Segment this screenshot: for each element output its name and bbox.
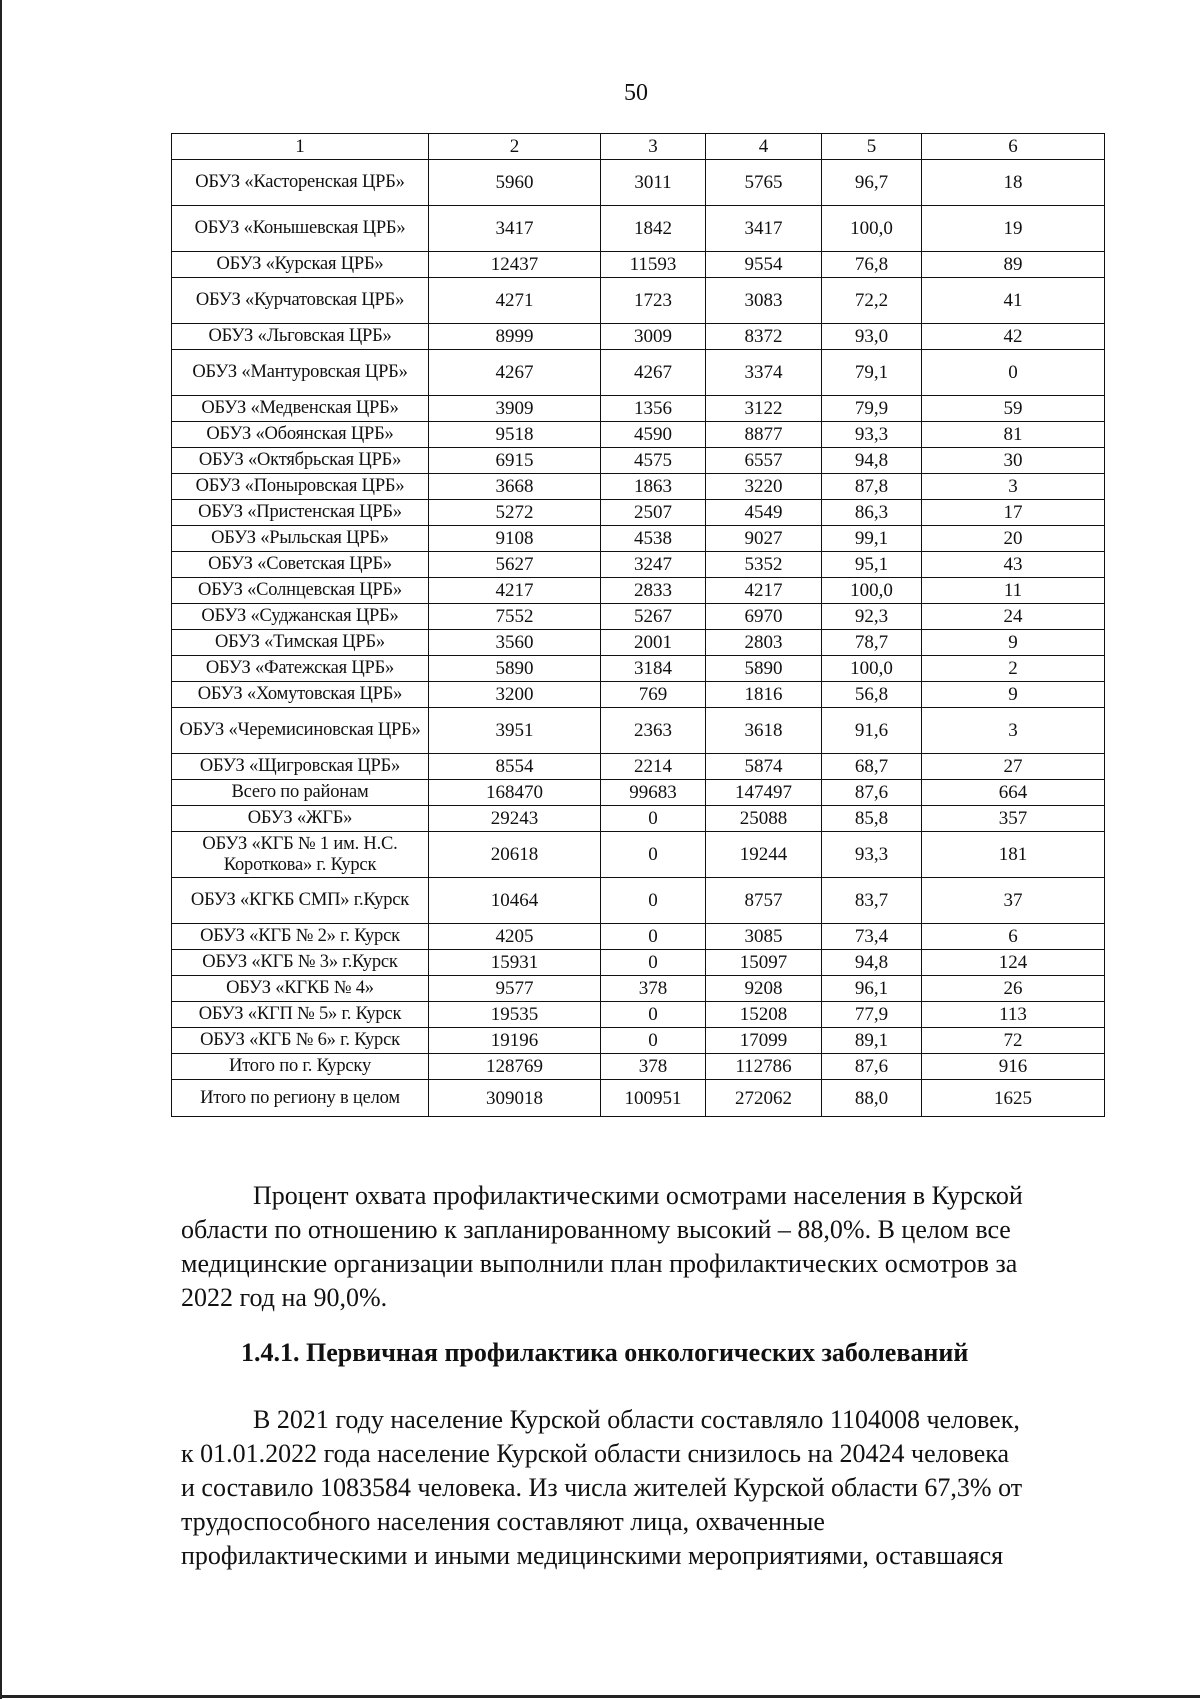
value-cell-c2: 5627 [429, 552, 601, 578]
column-header: 6 [922, 134, 1105, 160]
value-cell-c3: 2833 [601, 578, 706, 604]
text-line: медицинские организации выполнили план профилактических осмотров за [181, 1249, 1018, 1278]
table-row [172, 324, 1105, 350]
value-cell-c2: 7552 [429, 604, 601, 630]
organization-cell: ОБУЗ «Касторенская ЦРБ» [172, 160, 429, 206]
value-cell-c2: 4267 [429, 350, 601, 396]
organization-cell: ОБУЗ «Медвенская ЦРБ» [172, 396, 429, 422]
table-row [172, 278, 1105, 324]
value-cell-c6: 19 [922, 206, 1105, 252]
value-cell-c3: 3011 [601, 160, 706, 206]
value-cell-c2: 4217 [429, 578, 601, 604]
value-cell-c2: 3200 [429, 682, 601, 708]
value-cell-c4: 5765 [706, 160, 822, 206]
value-cell-c2: 12437 [429, 252, 601, 278]
value-cell-c3: 0 [601, 924, 706, 950]
value-cell-c2: 20618 [429, 832, 601, 878]
table-row [172, 950, 1105, 976]
value-cell-c5: 94,8 [822, 950, 922, 976]
value-cell-c3: 0 [601, 878, 706, 924]
table-row [172, 1054, 1105, 1080]
organization-cell: ОБУЗ «Рыльская ЦРБ» [172, 526, 429, 552]
value-cell-c5: 87,6 [822, 780, 922, 806]
organization-cell: Итого по региону в целом [172, 1080, 429, 1117]
value-cell-c6: 6 [922, 924, 1105, 950]
table-row [172, 578, 1105, 604]
organization-cell: ОБУЗ «КГКБ № 4» [172, 976, 429, 1002]
paragraph-population [181, 1403, 1104, 1573]
value-cell-c3: 2001 [601, 630, 706, 656]
table-row [172, 474, 1105, 500]
organization-cell: ОБУЗ «КГКБ СМП» г.Курск [172, 878, 429, 924]
text-line: Процент охвата профилактическими осмотрами населения в Курской [253, 1181, 1023, 1210]
value-cell-c4: 8757 [706, 878, 822, 924]
text-line: к 01.01.2022 года население Курской области снизилось на 20424 человека [181, 1439, 1010, 1468]
value-cell-c6: 181 [922, 832, 1105, 878]
table-row [172, 552, 1105, 578]
organization-cell: ОБУЗ «Хомутовская ЦРБ» [172, 682, 429, 708]
value-cell-c3: 4267 [601, 350, 706, 396]
table-row [172, 526, 1105, 552]
value-cell-c6: 59 [922, 396, 1105, 422]
organization-cell: ОБУЗ «ЖГБ» [172, 806, 429, 832]
value-cell-c3: 378 [601, 976, 706, 1002]
table-row [172, 708, 1105, 754]
organization-cell: ОБУЗ «Октябрьская ЦРБ» [172, 448, 429, 474]
value-cell-c5: 78,7 [822, 630, 922, 656]
value-cell-c5: 93,3 [822, 422, 922, 448]
scan-edge-left [0, 0, 2, 1699]
table-row [172, 832, 1105, 878]
value-cell-c2: 8554 [429, 754, 601, 780]
value-cell-c6: 664 [922, 780, 1105, 806]
value-cell-c4: 4217 [706, 578, 822, 604]
organization-cell: ОБУЗ «Фатежская ЦРБ» [172, 656, 429, 682]
value-cell-c5: 87,6 [822, 1054, 922, 1080]
value-cell-c5: 93,0 [822, 324, 922, 350]
organization-cell: ОБУЗ «Обоянская ЦРБ» [172, 422, 429, 448]
value-cell-c4: 1816 [706, 682, 822, 708]
value-cell-c4: 4549 [706, 500, 822, 526]
value-cell-c3: 1863 [601, 474, 706, 500]
value-cell-c4: 9554 [706, 252, 822, 278]
value-cell-c3: 0 [601, 1002, 706, 1028]
value-cell-c3: 378 [601, 1054, 706, 1080]
text-line: области по отношению к запланированному высокий – 88,0%. В целом все [181, 1215, 1011, 1244]
value-cell-c5: 79,1 [822, 350, 922, 396]
organization-cell: ОБУЗ «Солнцевская ЦРБ» [172, 578, 429, 604]
value-cell-c5: 85,8 [822, 806, 922, 832]
column-header: 4 [706, 134, 822, 160]
text-line: профилактическими и иными медицинскими мероприятиями, оставшаяся [181, 1541, 1004, 1570]
value-cell-c3: 2214 [601, 754, 706, 780]
value-cell-c4: 9208 [706, 976, 822, 1002]
scan-edge-bottom [0, 1695, 1200, 1698]
text-line: В 2021 году население Курской области составляло 1104008 человек, [253, 1405, 1020, 1434]
value-cell-c2: 5272 [429, 500, 601, 526]
value-cell-c6: 72 [922, 1028, 1105, 1054]
value-cell-c4: 6557 [706, 448, 822, 474]
organization-cell: ОБУЗ «Советская ЦРБ» [172, 552, 429, 578]
value-cell-c6: 24 [922, 604, 1105, 630]
value-cell-c5: 94,8 [822, 448, 922, 474]
value-cell-c4: 5352 [706, 552, 822, 578]
table-row [172, 682, 1105, 708]
value-cell-c6: 43 [922, 552, 1105, 578]
value-cell-c2: 3951 [429, 708, 601, 754]
value-cell-c4: 8877 [706, 422, 822, 448]
value-cell-c2: 19535 [429, 1002, 601, 1028]
value-cell-c3: 0 [601, 1028, 706, 1054]
value-cell-c5: 87,8 [822, 474, 922, 500]
organization-cell: ОБУЗ «Льговская ЦРБ» [172, 324, 429, 350]
organization-cell: ОБУЗ «Пристенская ЦРБ» [172, 500, 429, 526]
value-cell-c5: 100,0 [822, 206, 922, 252]
value-cell-c4: 3220 [706, 474, 822, 500]
value-cell-c3: 100951 [601, 1080, 706, 1117]
organization-cell: ОБУЗ «Тимская ЦРБ» [172, 630, 429, 656]
table-row [172, 448, 1105, 474]
value-cell-c3: 3184 [601, 656, 706, 682]
organization-cell: ОБУЗ «КГБ № 6» г. Курск [172, 1028, 429, 1054]
organization-cell: ОБУЗ «КГБ № 2» г. Курск [172, 924, 429, 950]
value-cell-c6: 9 [922, 630, 1105, 656]
value-cell-c3: 769 [601, 682, 706, 708]
value-cell-c2: 3909 [429, 396, 601, 422]
value-cell-c3: 1842 [601, 206, 706, 252]
value-cell-c3: 1723 [601, 278, 706, 324]
value-cell-c4: 8372 [706, 324, 822, 350]
value-cell-c3: 5267 [601, 604, 706, 630]
table-row [172, 754, 1105, 780]
organization-cell: ОБУЗ «КГБ № 1 им. Н.С. Короткова» г. Курск [172, 832, 429, 878]
value-cell-c5: 92,3 [822, 604, 922, 630]
organization-cell: ОБУЗ «Суджанская ЦРБ» [172, 604, 429, 630]
value-cell-c2: 128769 [429, 1054, 601, 1080]
organization-cell: ОБУЗ «КГП № 5» г. Курск [172, 1002, 429, 1028]
value-cell-c4: 3122 [706, 396, 822, 422]
value-cell-c4: 9027 [706, 526, 822, 552]
value-cell-c2: 29243 [429, 806, 601, 832]
column-header: 3 [601, 134, 706, 160]
value-cell-c6: 18 [922, 160, 1105, 206]
organization-cell: ОБУЗ «Черемисиновская ЦРБ» [172, 708, 429, 754]
value-cell-c6: 42 [922, 324, 1105, 350]
value-cell-c4: 6970 [706, 604, 822, 630]
table-row [172, 252, 1105, 278]
value-cell-c3: 0 [601, 806, 706, 832]
organization-cell: ОБУЗ «Конышевская ЦРБ» [172, 206, 429, 252]
organization-cell: Итого по г. Курску [172, 1054, 429, 1080]
value-cell-c2: 15931 [429, 950, 601, 976]
table-header-row [172, 134, 1105, 160]
table-row [172, 976, 1105, 1002]
value-cell-c4: 19244 [706, 832, 822, 878]
value-cell-c6: 89 [922, 252, 1105, 278]
value-cell-c5: 86,3 [822, 500, 922, 526]
value-cell-c2: 4205 [429, 924, 601, 950]
value-cell-c6: 3 [922, 708, 1105, 754]
paragraph-coverage [181, 1179, 1104, 1315]
text-line: 2022 год на 90,0%. [181, 1283, 388, 1312]
value-cell-c3: 0 [601, 832, 706, 878]
value-cell-c6: 26 [922, 976, 1105, 1002]
value-cell-c4: 147497 [706, 780, 822, 806]
value-cell-c6: 2 [922, 656, 1105, 682]
value-cell-c3: 2363 [601, 708, 706, 754]
value-cell-c2: 3668 [429, 474, 601, 500]
value-cell-c4: 3417 [706, 206, 822, 252]
value-cell-c4: 3374 [706, 350, 822, 396]
value-cell-c2: 6915 [429, 448, 601, 474]
table-row [172, 1002, 1105, 1028]
text-line: трудоспособного населения составляют лица, охваченные [181, 1507, 825, 1536]
value-cell-c5: 95,1 [822, 552, 922, 578]
value-cell-c6: 81 [922, 422, 1105, 448]
value-cell-c6: 1625 [922, 1080, 1105, 1117]
value-cell-c3: 1356 [601, 396, 706, 422]
value-cell-c5: 89,1 [822, 1028, 922, 1054]
table-row [172, 422, 1105, 448]
value-cell-c5: 73,4 [822, 924, 922, 950]
table-row [172, 350, 1105, 396]
organization-cell: ОБУЗ «Курчатовская ЦРБ» [172, 278, 429, 324]
table-row [172, 206, 1105, 252]
value-cell-c2: 9577 [429, 976, 601, 1002]
value-cell-c4: 15208 [706, 1002, 822, 1028]
table-row [172, 500, 1105, 526]
page-number: 50 [624, 80, 648, 106]
value-cell-c5: 72,2 [822, 278, 922, 324]
value-cell-c6: 9 [922, 682, 1105, 708]
value-cell-c4: 112786 [706, 1054, 822, 1080]
organization-cell: ОБУЗ «Мантуровская ЦРБ» [172, 350, 429, 396]
value-cell-c5: 76,8 [822, 252, 922, 278]
table-row [172, 780, 1105, 806]
text-line: и составило 1083584 человека. Из числа жителей Курской области 67,3% от [181, 1473, 1023, 1502]
value-cell-c2: 9518 [429, 422, 601, 448]
value-cell-c4: 5890 [706, 656, 822, 682]
table-row [172, 924, 1105, 950]
value-cell-c5: 100,0 [822, 578, 922, 604]
value-cell-c5: 77,9 [822, 1002, 922, 1028]
value-cell-c4: 272062 [706, 1080, 822, 1117]
table-row [172, 878, 1105, 924]
organization-cell: ОБУЗ «Щигровская ЦРБ» [172, 754, 429, 780]
value-cell-c5: 88,0 [822, 1080, 922, 1117]
value-cell-c6: 30 [922, 448, 1105, 474]
value-cell-c3: 3009 [601, 324, 706, 350]
column-header: 5 [822, 134, 922, 160]
value-cell-c4: 25088 [706, 806, 822, 832]
value-cell-c6: 27 [922, 754, 1105, 780]
value-cell-c2: 4271 [429, 278, 601, 324]
value-cell-c2: 168470 [429, 780, 601, 806]
value-cell-c6: 3 [922, 474, 1105, 500]
value-cell-c3: 4538 [601, 526, 706, 552]
value-cell-c2: 19196 [429, 1028, 601, 1054]
value-cell-c5: 93,3 [822, 832, 922, 878]
value-cell-c5: 96,7 [822, 160, 922, 206]
value-cell-c6: 113 [922, 1002, 1105, 1028]
organization-cell: Всего по районам [172, 780, 429, 806]
value-cell-c2: 309018 [429, 1080, 601, 1117]
value-cell-c3: 99683 [601, 780, 706, 806]
table-row [172, 656, 1105, 682]
value-cell-c5: 79,9 [822, 396, 922, 422]
value-cell-c5: 100,0 [822, 656, 922, 682]
section-heading: 1.4.1. Первичная профилактика онкологических заболеваний [241, 1338, 969, 1367]
value-cell-c3: 2507 [601, 500, 706, 526]
value-cell-c6: 357 [922, 806, 1105, 832]
value-cell-c6: 11 [922, 578, 1105, 604]
table-row [172, 806, 1105, 832]
value-cell-c2: 10464 [429, 878, 601, 924]
value-cell-c3: 0 [601, 950, 706, 976]
value-cell-c5: 56,8 [822, 682, 922, 708]
table-row [172, 630, 1105, 656]
value-cell-c5: 99,1 [822, 526, 922, 552]
value-cell-c6: 41 [922, 278, 1105, 324]
value-cell-c5: 96,1 [822, 976, 922, 1002]
value-cell-c2: 3417 [429, 206, 601, 252]
value-cell-c4: 3618 [706, 708, 822, 754]
value-cell-c4: 5874 [706, 754, 822, 780]
organization-cell: ОБУЗ «Курская ЦРБ» [172, 252, 429, 278]
value-cell-c6: 17 [922, 500, 1105, 526]
column-header: 2 [429, 134, 601, 160]
value-cell-c4: 15097 [706, 950, 822, 976]
table-row [172, 1080, 1105, 1117]
value-cell-c2: 5960 [429, 160, 601, 206]
coverage-table [171, 133, 1105, 1117]
table-row [172, 396, 1105, 422]
table-row [172, 160, 1105, 206]
column-header: 1 [172, 134, 429, 160]
value-cell-c2: 5890 [429, 656, 601, 682]
value-cell-c5: 91,6 [822, 708, 922, 754]
value-cell-c6: 0 [922, 350, 1105, 396]
value-cell-c2: 8999 [429, 324, 601, 350]
value-cell-c2: 3560 [429, 630, 601, 656]
value-cell-c5: 83,7 [822, 878, 922, 924]
value-cell-c3: 3247 [601, 552, 706, 578]
value-cell-c5: 68,7 [822, 754, 922, 780]
value-cell-c3: 4575 [601, 448, 706, 474]
value-cell-c6: 37 [922, 878, 1105, 924]
value-cell-c4: 3083 [706, 278, 822, 324]
value-cell-c6: 916 [922, 1054, 1105, 1080]
organization-cell: ОБУЗ «Поныровская ЦРБ» [172, 474, 429, 500]
value-cell-c3: 4590 [601, 422, 706, 448]
table-row [172, 604, 1105, 630]
organization-cell: ОБУЗ «КГБ № 3» г.Курск [172, 950, 429, 976]
value-cell-c4: 17099 [706, 1028, 822, 1054]
value-cell-c3: 11593 [601, 252, 706, 278]
value-cell-c4: 3085 [706, 924, 822, 950]
value-cell-c6: 20 [922, 526, 1105, 552]
table-row [172, 1028, 1105, 1054]
value-cell-c4: 2803 [706, 630, 822, 656]
value-cell-c2: 9108 [429, 526, 601, 552]
value-cell-c6: 124 [922, 950, 1105, 976]
